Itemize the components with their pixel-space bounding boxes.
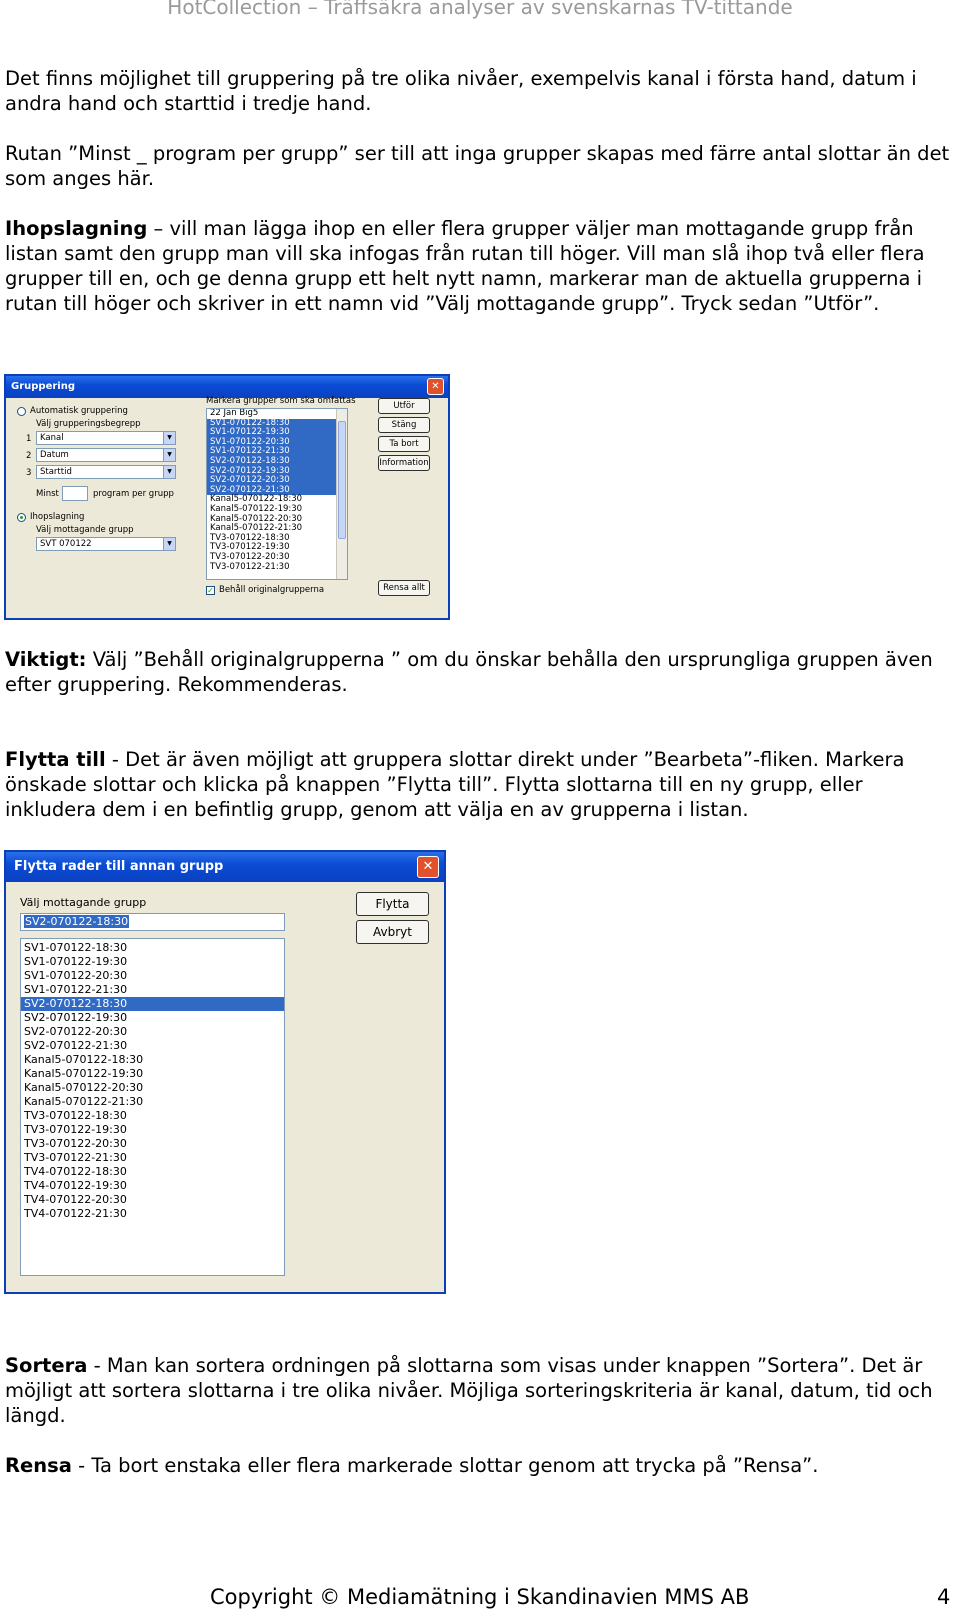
grouping-dialog-titlebar — [6, 376, 448, 398]
list-item[interactable]: Kanal5-070122-18:30 — [210, 494, 303, 505]
page-header: HotCollection – Träffsäkra analyser av svenskarnas TV-tittande — [167, 0, 793, 19]
list-item[interactable]: Kanal5-070122-21:30 — [210, 523, 303, 534]
paragraph-ihopslagning-text: – vill man lägga ihop en eller flera grupper väljer man mottagande grupp från listan samt den grupp man vill ska infogas från rutan till höger. Vill man slå ihop två eller flera grupper till en, och ge denna grupp ett helt nytt namn, markerar man de aktuella grupperna i rutan till höger och skriver in ett namn vid ”Välj mottagande grupp”. Tryck sedan ”Utför”. — [5, 217, 925, 315]
check-icon: ✓ — [207, 586, 214, 595]
term-flytta-till: Flytta till — [5, 748, 106, 771]
list-item[interactable]: SV2-070122-21:30 — [207, 486, 347, 496]
receiving-group-label: Välj mottagande grupp — [36, 525, 134, 535]
paragraph-rensa-text: - Ta bort enstaka eller flera markerade slottar genom att trycka på ”Rensa”. — [71, 1454, 819, 1477]
list-item[interactable]: TV3-070122-21:30 — [24, 1151, 127, 1164]
list-item[interactable]: TV4-070122-18:30 — [24, 1165, 127, 1178]
list-item[interactable]: SV2-070122-19:30 — [24, 1011, 128, 1024]
grouping-dialog-close-button[interactable] — [427, 378, 444, 395]
list-item[interactable]: TV3-070122-20:30 — [24, 1137, 127, 1150]
chevron-down-icon: ▼ — [163, 538, 175, 550]
list-item[interactable]: TV4-070122-20:30 — [24, 1193, 127, 1206]
paragraph-sortera — [5, 1353, 955, 1428]
paragraph-viktigt-text: Välj ”Behåll originalgrupperna ” om du önskar behålla den ursprungliga gruppen även efter gruppering. Rekommenderas. — [5, 648, 933, 696]
groups-list-label: Markera grupper som ska omfattas — [206, 396, 356, 406]
list-item[interactable]: SV1-070122-21:30 — [207, 447, 347, 457]
keep-original-checkbox[interactable] — [206, 586, 215, 595]
list-item[interactable]: Kanal5-070122-20:30 — [24, 1081, 144, 1094]
paragraph-flytta-till-text: - Det är även möjligt att gruppera slottar direkt under ”Bearbeta”-fliken. Markera önskade slottar och klicka på knappen ”Flytta till”. Flytta slottarna till en ny grupp, eller inkludera dem i en befintlig grupp, genom att välja en av grupperna i listan. — [5, 748, 905, 821]
paragraph-grouping-levels: Det finns möjlighet till gruppering på tre olika nivåer, exempelvis kanal i första hand, datum i andra hand och starttid i tredje hand. — [5, 67, 917, 115]
list-item[interactable]: TV3-070122-18:30 — [24, 1109, 127, 1122]
close-button[interactable]: Stäng — [378, 417, 430, 433]
minst-label: Minst — [36, 489, 59, 499]
level-1-select[interactable] — [36, 431, 176, 445]
term-ihopslagning: Ihopslagning — [5, 217, 148, 240]
merge-label: Ihopslagning — [30, 512, 85, 522]
term-rensa: Rensa — [5, 1454, 72, 1477]
move-button[interactable]: Flytta — [356, 892, 429, 916]
level-2-value: Datum — [40, 450, 69, 460]
cancel-button[interactable]: Avbryt — [356, 920, 429, 944]
list-item[interactable]: Kanal5-070122-18:30 — [24, 1053, 144, 1066]
clear-all-button[interactable]: Rensa allt — [378, 580, 430, 596]
receiving-group-value: SVT 070122 — [40, 539, 92, 549]
list-item[interactable]: SV2-070122-18:30 — [21, 997, 284, 1011]
level-1-number: 1 — [26, 434, 32, 444]
delete-button[interactable]: Ta bort — [378, 436, 430, 452]
receiving-group-input[interactable] — [20, 913, 285, 931]
minst-input[interactable] — [62, 486, 88, 501]
paragraph-rensa — [5, 1453, 955, 1478]
term-viktigt: Viktigt: — [5, 648, 87, 671]
list-item[interactable]: TV3-070122-19:30 — [24, 1123, 127, 1136]
move-rows-dialog-title: Flytta rader till annan grupp — [14, 859, 224, 874]
listbox-scrollbar[interactable] — [336, 409, 347, 579]
chevron-down-icon: ▼ — [163, 466, 175, 478]
auto-grouping-label: Automatisk gruppering — [30, 406, 128, 416]
list-item[interactable]: TV3-070122-21:30 — [210, 561, 290, 572]
receiving-group-label: Välj mottagande grupp — [20, 896, 147, 909]
per-group-label: program per grupp — [93, 489, 174, 499]
chevron-down-icon: ▼ — [163, 449, 175, 461]
list-item[interactable]: TV3-070122-18:30 — [210, 532, 290, 543]
move-rows-dialog-close-button[interactable] — [417, 856, 439, 878]
receiving-group-select[interactable] — [36, 537, 176, 551]
copyright-text: Copyright © Mediamätning i Skandinavien MMS AB — [210, 1585, 750, 1609]
grouping-dialog — [4, 374, 450, 620]
list-item[interactable]: SV2-070122-20:30 — [24, 1025, 128, 1038]
list-item[interactable]: SV1-070122-19:30 — [207, 428, 347, 438]
groups-listbox[interactable] — [206, 408, 348, 580]
run-button[interactable]: Utför — [378, 398, 430, 414]
list-item[interactable]: Kanal5-070122-19:30 — [24, 1067, 144, 1080]
list-item[interactable]: SV2-070122-20:30 — [207, 476, 347, 486]
auto-grouping-radio[interactable] — [17, 407, 26, 416]
move-rows-dialog — [4, 850, 446, 1294]
page-number: 4 — [937, 1585, 951, 1609]
groups-listbox[interactable] — [20, 938, 285, 1276]
paragraph-sortera-text: - Man kan sortera ordningen på slottarna som visas under knappen ”Sortera”. Det är möjligt att sortera slottarna i tre olika nivåer. Möjliga sorteringskriteria är kanal, datum, tid och längd. — [5, 1354, 933, 1427]
level-3-value: Starttid — [40, 467, 72, 477]
paragraph-ihopslagning — [5, 216, 955, 316]
list-item[interactable]: Kanal5-070122-21:30 — [24, 1095, 144, 1108]
list-item[interactable]: SV1-070122-21:30 — [24, 983, 128, 996]
list-item[interactable]: SV2-070122-19:30 — [207, 467, 347, 477]
level-1-value: Kanal — [40, 433, 64, 443]
level-2-select[interactable] — [36, 448, 176, 462]
list-item[interactable]: SV1-070122-20:30 — [24, 969, 128, 982]
list-item[interactable]: Kanal5-070122-20:30 — [210, 513, 303, 524]
close-icon: ✕ — [431, 381, 440, 392]
list-item[interactable]: Kanal5-070122-19:30 — [210, 503, 303, 514]
list-item[interactable]: SV2-070122-21:30 — [24, 1039, 128, 1052]
list-item[interactable]: SV1-070122-19:30 — [24, 955, 128, 968]
paragraph-flytta-till — [5, 747, 955, 822]
level-3-number: 3 — [26, 468, 32, 478]
information-button[interactable]: Information — [378, 455, 430, 471]
level-2-number: 2 — [26, 451, 32, 461]
list-item[interactable]: TV3-070122-20:30 — [210, 551, 290, 562]
keep-original-label: Behåll originalgrupperna — [219, 585, 325, 595]
list-item[interactable]: SV1-070122-18:30 — [24, 941, 128, 954]
list-item[interactable]: 22 Jan Big5 — [210, 408, 259, 418]
level-3-select[interactable] — [36, 465, 176, 479]
list-item[interactable]: SV2-070122-18:30 — [207, 457, 347, 467]
list-item[interactable]: TV3-070122-19:30 — [210, 542, 290, 553]
list-item[interactable]: SV1-070122-20:30 — [207, 438, 347, 448]
grouping-criteria-label: Välj grupperingsbegrepp — [36, 419, 141, 429]
receiving-group-input-value: SV2-070122-18:30 — [25, 915, 129, 928]
scrollbar-thumb[interactable] — [338, 421, 346, 539]
paragraph-minst-program: Rutan ”Minst _ program per grupp” ser till att inga grupper skapas med färre antal slottar än det som anges här. — [5, 142, 950, 190]
list-item[interactable]: TV4-070122-21:30 — [24, 1207, 127, 1220]
close-icon: ✕ — [422, 859, 434, 874]
grouping-dialog-title: Gruppering — [11, 381, 75, 392]
list-item[interactable]: TV4-070122-19:30 — [24, 1179, 127, 1192]
move-rows-dialog-titlebar — [6, 852, 444, 882]
paragraph-viktigt — [5, 647, 955, 697]
chevron-down-icon: ▼ — [163, 432, 175, 444]
merge-radio[interactable] — [17, 513, 26, 522]
term-sortera: Sortera — [5, 1354, 88, 1377]
list-item[interactable]: SV1-070122-18:30 — [207, 419, 347, 429]
